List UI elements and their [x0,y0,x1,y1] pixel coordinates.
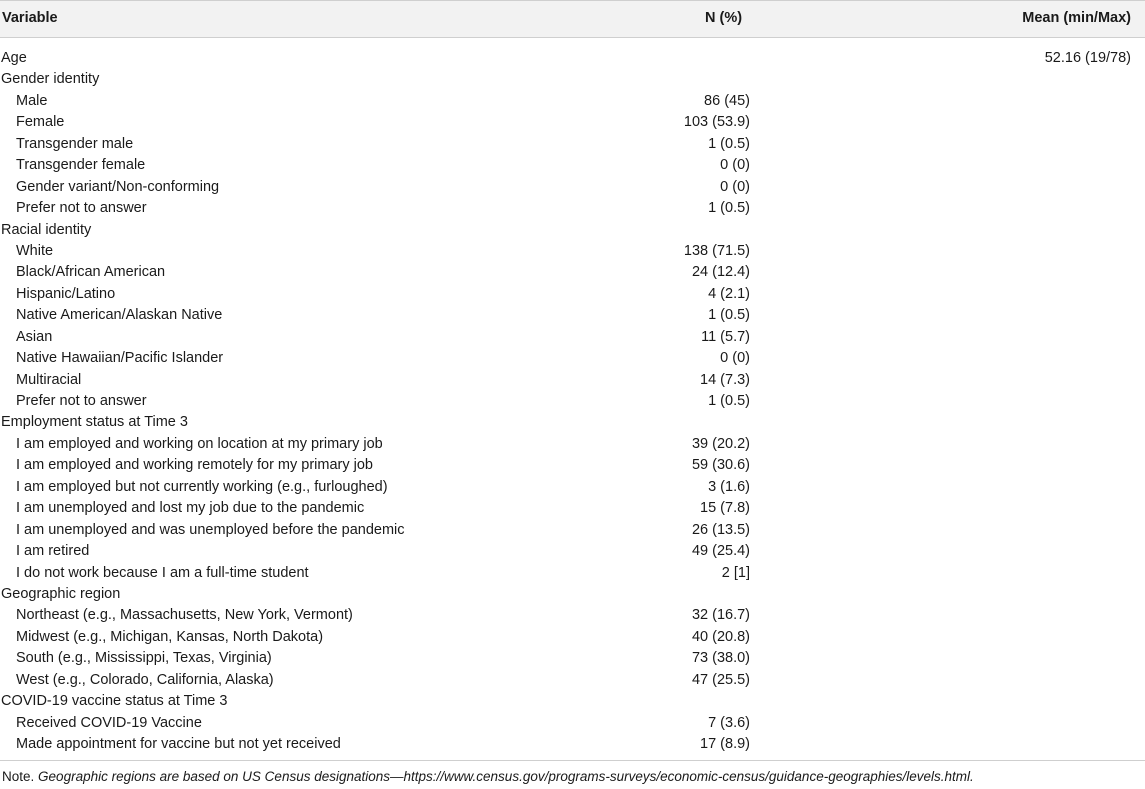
table-note [2,769,974,784]
row-n-percent: 1 (0.5) [708,135,750,152]
table-row [0,327,1145,348]
table-bottom-rule [0,760,1145,761]
row-label: I am retired [16,543,90,560]
row-label: White [16,242,54,259]
row-label: I am employed and working on location at my primary job [16,435,383,452]
row-label: COVID-19 vaccine status at Time 3 [1,693,228,710]
row-mean: 52.16 (19/78) [1044,50,1131,66]
table-row [0,541,1145,562]
header-variable: Variable [2,10,58,26]
row-n-percent: 7 (3.6) [708,714,750,731]
row-label: I do not work because I am a full-time student [16,564,309,581]
table-row [0,134,1145,155]
table-row [0,112,1145,133]
row-label: Male [16,92,48,109]
row-n-percent: 138 (71.5) [683,242,750,259]
table-row [0,391,1145,412]
row-label: Midwest (e.g., Michigan, Kansas, North Dakota) [16,628,324,645]
row-label: Black/African American [16,264,166,281]
row-n-percent: 59 (30.6) [691,457,750,474]
table-row [0,648,1145,669]
table-row [0,670,1145,691]
row-n-percent: 1 (0.5) [708,393,750,409]
row-label: I am unemployed and was unemployed before the pandemic [16,521,405,538]
row-n-percent: 32 (16.7) [691,607,750,624]
table-body [0,48,1145,755]
row-label: Hispanic/Latino [16,285,116,302]
row-label: Native Hawaiian/Pacific Islander [16,350,224,367]
table-row [0,584,1145,605]
row-n-percent: 103 (53.9) [683,114,750,131]
row-label: Geographic region [1,585,121,602]
table-row [0,734,1145,755]
row-n-percent: 3 (1.6) [708,478,750,495]
row-label: Gender identity [1,71,100,88]
row-label: Northeast (e.g., Massachusetts, New York, Vermont) [16,607,353,624]
row-n-percent: 11 (5.7) [701,328,750,345]
row-label: Transgender male [16,135,134,152]
table-row [0,348,1145,369]
row-label: Gender variant/Non-conforming [16,178,220,195]
row-label: Native American/Alaskan Native [16,307,223,324]
row-label: Employment status at Time 3 [1,414,188,431]
table-row [0,69,1145,90]
row-n-percent: 47 (25.5) [691,671,750,688]
row-n-percent: 1 (0.5) [708,200,750,217]
table-row [0,155,1145,176]
table-row [0,48,1145,69]
header-mean: Mean (min/Max) [1022,10,1131,26]
row-label: South (e.g., Mississippi, Texas, Virginia) [16,650,272,667]
table-row [0,605,1145,626]
row-label: Received COVID-19 Vaccine [16,714,202,731]
table-row [0,627,1145,648]
row-label: Age [1,50,27,66]
row-n-percent: 14 (7.3) [700,371,750,388]
row-n-percent: 0 (0) [720,178,750,195]
row-label: Prefer not to answer [16,393,147,409]
row-n-percent: 2 [1] [721,564,750,581]
row-n-percent: 49 (25.4) [691,543,750,560]
table-row [0,434,1145,455]
table-header-row [0,0,1145,38]
row-label: Female [16,114,65,131]
table-row [0,691,1145,712]
row-label: I am employed and working remotely for my primary job [16,457,373,474]
table-row [0,177,1145,198]
note-text: Geographic regions are based on US Census designations—https://www.census.gov/programs-surveys/economic-census/guidance-geographies/levels.html. [38,769,974,784]
row-n-percent: 86 (45) [704,92,750,109]
table-row [0,198,1145,219]
row-label: I am employed but not currently working (e.g., furloughed) [16,478,388,495]
row-label: Made appointment for vaccine but not yet received [16,736,341,752]
row-label: Prefer not to answer [16,200,147,217]
row-n-percent: 4 (2.1) [708,285,750,302]
row-n-percent: 15 (7.8) [700,500,750,517]
table-row [0,305,1145,326]
table-row [0,520,1145,541]
header-n-percent: N (%) [705,10,743,26]
table-row [0,262,1145,283]
row-n-percent: 40 (20.8) [691,628,750,645]
table-row [0,713,1145,734]
table-row [0,220,1145,241]
row-n-percent: 0 (0) [720,157,750,174]
table-row [0,412,1145,433]
row-label: Transgender female [16,157,146,174]
note-prefix: Note. [2,769,35,784]
row-n-percent: 26 (13.5) [691,521,750,538]
table-row [0,284,1145,305]
row-n-percent: 17 (8.9) [700,736,750,752]
table-row [0,370,1145,391]
table-row [0,477,1145,498]
row-label: Asian [16,328,53,345]
table-row [0,498,1145,519]
table-row [0,563,1145,584]
table-row [0,455,1145,476]
table-row [0,91,1145,112]
row-label: I am unemployed and lost my job due to the pandemic [16,500,365,517]
row-n-percent: 0 (0) [720,350,750,367]
row-n-percent: 1 (0.5) [708,307,750,324]
row-n-percent: 73 (38.0) [691,650,750,667]
row-label: West (e.g., Colorado, California, Alaska) [16,671,274,688]
row-n-percent: 24 (12.4) [691,264,750,281]
table-row [0,241,1145,262]
row-label: Racial identity [1,221,92,238]
row-n-percent: 39 (20.2) [691,435,750,452]
row-label: Multiracial [16,371,82,388]
